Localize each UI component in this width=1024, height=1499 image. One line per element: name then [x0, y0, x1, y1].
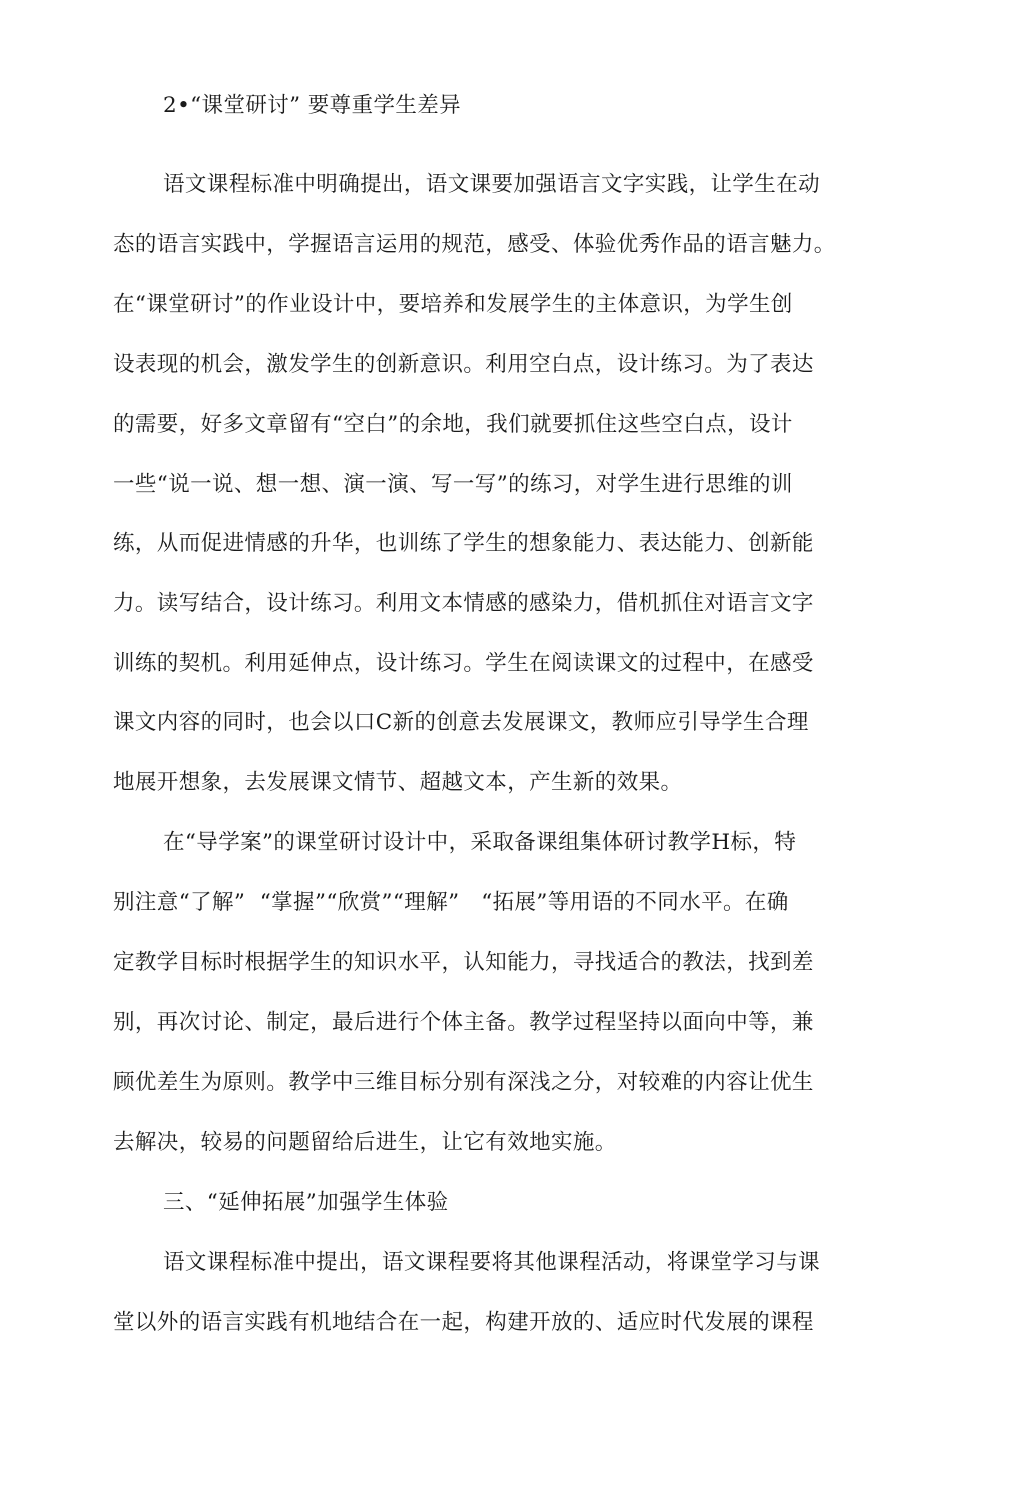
- text-line: 一些“说一说、想一想、演一演、写一写”的练习，对学生进行思维的训: [113, 472, 793, 497]
- text-line: 设表现的机会，激发学生的创新意识。利用空白点，设计练习。为了表达: [113, 352, 814, 377]
- text-line: 的需要，好多文章留有“空白”的余地，我们就要抓住这些空白点，设计: [113, 412, 793, 437]
- text-line: 别注意“了解” “掌握”“欣赏”“理解” “拓展”等用语的不同水平。在确: [113, 890, 789, 915]
- text-line: 顾优差生为原则。教学中三维目标分别有深浅之分，对较难的内容让优生: [113, 1070, 814, 1095]
- text-line: 地展开想象，去发展课文情节、超越文本，产生新的效果。: [113, 770, 683, 795]
- section-heading-3: 三、“延伸拓展”加强学生体验: [163, 1190, 449, 1215]
- text-line: 练，从而促进情感的升华，也训练了学生的想象能力、表达能力、创新能: [113, 531, 814, 556]
- text-line: 在“导学案”的课堂研讨设计中，采取备课组集体研讨教学H标，特: [163, 830, 797, 855]
- text-line: 力。读写结合，设计练习。利用文本情感的感染力，借机抓住对语言文字: [113, 591, 814, 616]
- text-line: 去解决，较易的问题留给后进生，让它有效地实施。: [113, 1130, 617, 1155]
- text-line: 课文内容的同时，也会以口C新的创意去发展课文，教师应引导学生合理: [113, 710, 809, 735]
- section-heading-2: 2•“课堂研讨” 要尊重学生差异: [163, 93, 462, 118]
- text-line: 别，再次讨论、制定，最后进行个体主备。教学过程坚持以面向中等，兼: [113, 1010, 814, 1035]
- text-line: 训练的契机。利用延伸点，设计练习。学生在阅读课文的过程中，在感受: [113, 651, 814, 676]
- text-line: 态的语言实践中，学握语言运用的规范，感受、体验优秀作品的语言魅力。: [113, 232, 836, 257]
- text-line: 堂以外的语言实践有机地结合在一起，构建开放的、适应时代发展的课程: [113, 1310, 814, 1335]
- text-line: 语文课程标准中提出，语文课程要将其他课程活动，将课堂学习与课: [163, 1250, 821, 1275]
- text-line: 定教学目标时根据学生的知识水平，认知能力，寻找适合的教法，找到差: [113, 950, 814, 975]
- text-line: 语文课程标准中明确提出，语文课要加强语言文字实践，让学生在动: [163, 172, 821, 197]
- text-line: 在“课堂研讨”的作业设计中，要培养和发展学生的主体意识，为学生创: [113, 292, 793, 317]
